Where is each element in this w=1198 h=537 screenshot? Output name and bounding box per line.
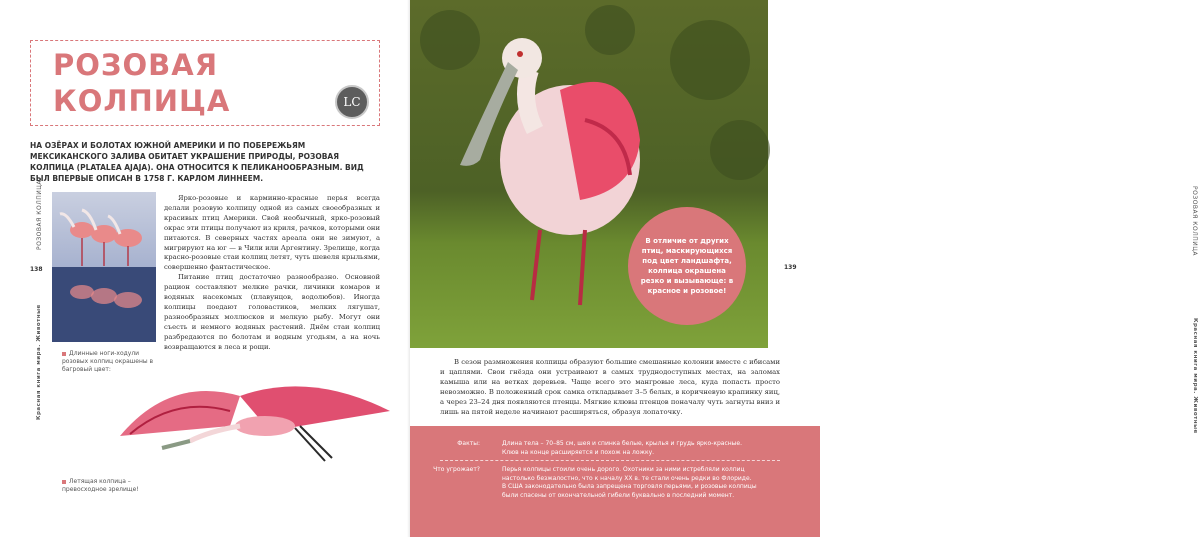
title-line-1: РОЗОВАЯ xyxy=(53,48,219,82)
caption-flock-text: Длинные ноги-ходули розовых колпиц окрашены в багровый цвет: xyxy=(62,350,154,373)
facts-panel xyxy=(410,426,820,537)
facts-value: Длина тела – 70–85 см, шея и спинка белые, крылья и грудь ярко-красные. Клюв на конце расширяется и похож на ложку. xyxy=(502,440,742,456)
caption-flying-text: Летящая колпица – превосходное зрелище! xyxy=(62,478,139,493)
title-line-2: КОЛПИЦА xyxy=(53,84,231,118)
right-page xyxy=(410,0,1198,537)
title-box xyxy=(30,40,380,126)
flock-illustration xyxy=(52,192,156,342)
paragraph-right: В сезон размножения колпицы образуют большие смешанные колонии вместе с ибисами и цаплями. Свои гнёзда они устраивают в самых труднодоступных местах, на заломах камыша или на ветках деревьев. Чаще всего это мангровые леса, куда попасть просто невозможно. В положенный срок самка откладывает 3–5 белых, в коричневую крапинку яиц, а через 23–24 дня появляются птенцы. Мягкие клювы птенцов поначалу чуть загнуты вниз и лишь на пятой неделе начинают расширяться, образуя лопаточку. xyxy=(440,358,780,416)
side-label-right: РОЗОВАЯ КОЛПИЦА xyxy=(1191,186,1198,256)
caption-bullet xyxy=(62,352,66,356)
body-text-right xyxy=(440,358,780,417)
flying-spoonbill-illustration xyxy=(100,356,400,476)
spine-text-left: Красная книга мира. Животные xyxy=(36,304,42,420)
threat-value: Перья колпицы стоили очень дорого. Охотники за ними истребляли колпиц настолько безжалостно, что к началу XX в. те стали очень редки во Флориде. В США законодательно была запрещена торговля перьями, и розовые колпицы были спасены от окончательной гибели буквально в последний момент. xyxy=(502,466,757,499)
caption-flying xyxy=(62,478,162,494)
paragraph-2: Питание птиц достаточно разнообразно. Основной рацион составляют мелкие рачки, личинки комаров и водяных насекомых (плавунцов, водолюбов). Иногда колпицы поедают головастиков, мелких лягушат, разнообразных моллюсков и мелкую рыбу. Могут они съесть и немного водяных растений. Днём стаи колпиц разбредаются по болотам и водным угодьям, а на ночь возвращаются в леса и рощи. xyxy=(164,273,380,351)
page-number-right: 139 xyxy=(784,264,797,271)
threat-label: Что угрожает? xyxy=(433,466,480,473)
paragraph-1: Ярко-розовые и карминно-красные перья всегда делали розовую колпицу одной из самых своеобразных и красивых птиц Америки. Свой необычный, ярко-розовый окрас эти птицы получают из криля, рачков, которыми они питаются. В северных частях ареала они не зимуют, а мигрируют на юг — в Чили или Аргентину. Зрелище, когда красно-розовые стаи колпиц летят, чуть шевеля крыльями, совершенно фантастическое. xyxy=(164,194,380,272)
left-page xyxy=(0,0,410,537)
caption-bullet xyxy=(62,480,66,484)
page-number-left: 138 xyxy=(30,266,43,273)
flock-photo xyxy=(52,192,156,342)
spine-text-right: Красная книга мира. Животные xyxy=(1192,318,1198,434)
flying-spoonbill-photo xyxy=(100,356,400,476)
facts-divider xyxy=(440,460,780,461)
side-label-left: РОЗОВАЯ КОЛПИЦА xyxy=(36,180,43,250)
intro-text: НА ОЗЁРАХ И БОЛОТАХ ЮЖНОЙ АМЕРИКИ И ПО ПОБЕРЕЖЬЯМ МЕКСИКАНСКОГО ЗАЛИВА ОБИТАЕТ УКРАШЕНИЕ ПРИРОДЫ, РОЗОВАЯ КОЛПИЦА (PLATALEA AJAJA). ОНА ОТНОСИТСЯ К ПЕЛИКАНООБРАЗНЫМ. ВИД БЫЛ ВПЕРВЫЕ ОПИСАН В 1758 Г. КАРЛОМ ЛИННЕЕМ. xyxy=(30,141,364,183)
lc-status-badge: LC xyxy=(335,85,369,119)
page-title xyxy=(53,47,230,119)
highlight-callout: В отличие от других птиц, маскирующихся под цвет ландшафта, колпица окрашена резко и вызывающе: в красное и розовое! xyxy=(628,207,746,325)
facts-label: Факты: xyxy=(457,440,480,447)
body-text-left xyxy=(164,194,380,353)
